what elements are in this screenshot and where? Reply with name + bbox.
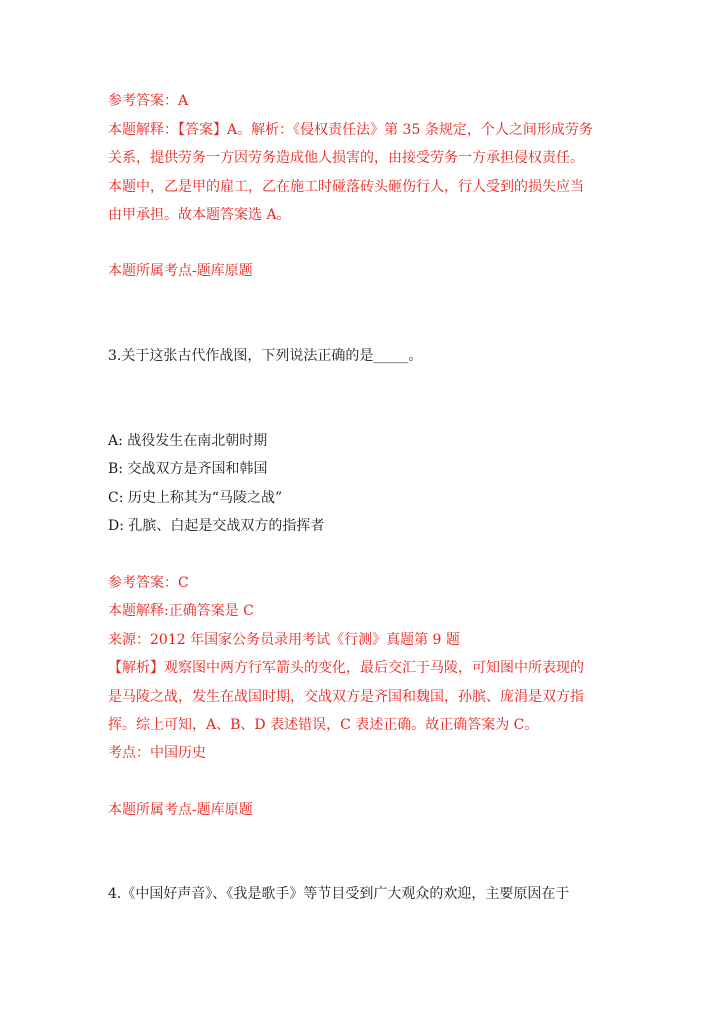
q2-explanation-line-3: 本题中，乙是甲的雇工，乙在施工时碰落砖头砸伤行人，行人受到的损失应当 (108, 179, 584, 195)
q3-option-b: B: 交战双方是齐国和韩国 (108, 461, 268, 477)
q3-option-c: C: 历史上称其为“马陵之战” (108, 490, 283, 506)
q3-option-d: D: 孔膑、白起是交战双方的指挥者 (108, 518, 325, 534)
q2-explanation-line-1: 本题解释：【答案】A。解析：《侵权责任法》第 35 条规定，个人之间形成劳务 (108, 122, 593, 138)
q3-source-tag: 本题所属考点-题库原题 (108, 802, 253, 818)
q2-source-tag: 本题所属考点-题库原题 (108, 263, 253, 279)
q4-question: 4.《中国好声音》、《我是歌手》等节目受到广大观众的欢迎，主要原因在于 (108, 886, 570, 902)
q3-topic: 考点：中国历史 (108, 745, 206, 761)
q3-explanation: 本题解释:正确答案是 C (108, 603, 254, 619)
q2-answer: 参考答案：A (108, 93, 189, 109)
q3-analysis-line-2: 是马陵之战，发生在战国时期，交战双方是齐国和魏国，孙膑、庞涓是双方指 (108, 689, 584, 705)
q3-source: 来源：2012 年国家公务员录用考试《行测》真题第 9 题 (108, 632, 460, 648)
q3-analysis-line-3: 挥。综上可知，A、B、D 表述错误，C 表述正确。故正确答案为 C。 (108, 717, 539, 733)
q3-question: 3.关于这张古代作战图，下列说法正确的是_____。 (108, 348, 423, 364)
q3-analysis-line-1: 【解析】观察图中两方行军箭头的变化，最后交汇于马陵，可知图中所表现的 (108, 660, 584, 676)
q3-option-a: A: 战役发生在南北朝时期 (108, 433, 268, 449)
q2-explanation-line-2: 关系，提供劳务一方因劳务造成他人损害的，由接受劳务一方承担侵权责任。 (108, 150, 584, 166)
q3-answer: 参考答案：C (108, 575, 189, 591)
q2-explanation-line-4: 由甲承担。故本题答案选 A。 (108, 207, 291, 223)
